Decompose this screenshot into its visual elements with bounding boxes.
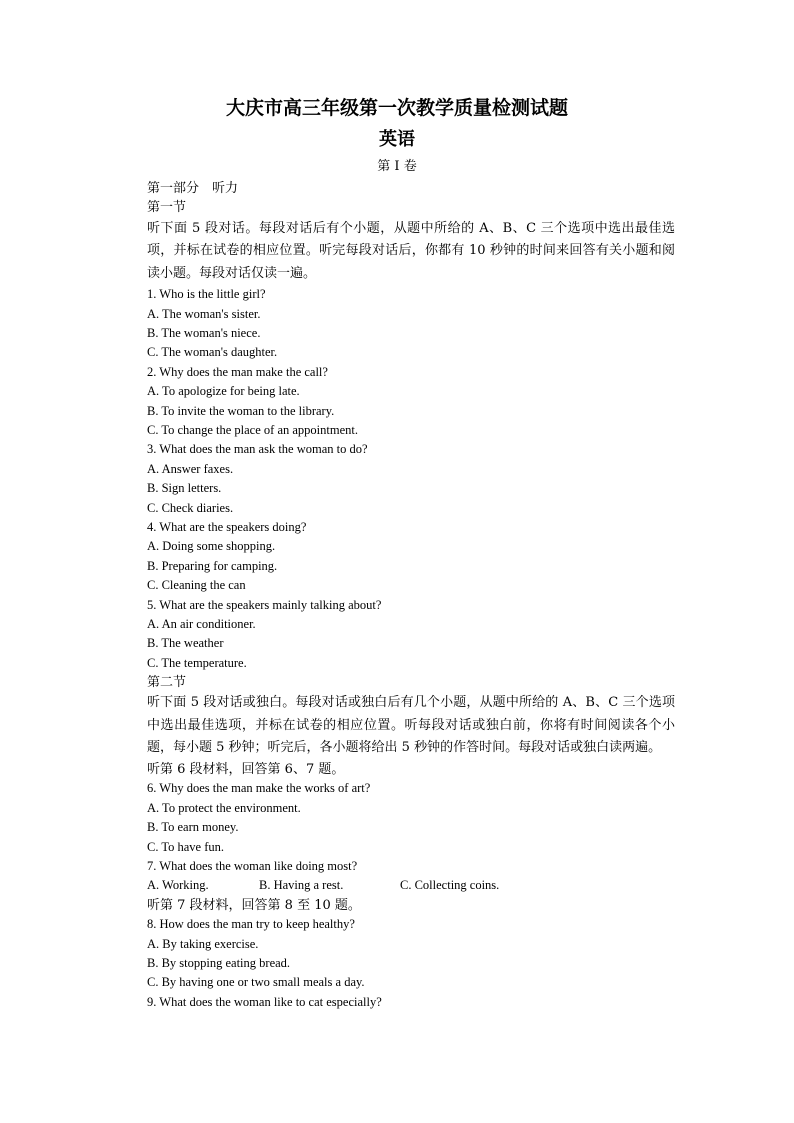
question-text: 8. How does the man try to keep healthy?	[147, 917, 355, 932]
option-text: B. Preparing for camping.	[147, 558, 278, 573]
option-text: C. Collecting coins.	[400, 878, 500, 893]
option-text: C. By having one or two small meals a day.	[147, 975, 365, 990]
option-text: C. Check diaries.	[147, 500, 234, 515]
option-text: B. To invite the woman to the library.	[147, 403, 335, 418]
page-title: 大庆市高三年级第一次教学质量检测试题	[225, 97, 568, 119]
question-text: 7. What does the woman like doing most?	[147, 858, 358, 873]
option-text: B. The woman's niece.	[147, 326, 261, 341]
material-heading: 听第 7 段材料，回答第 8 至 10 题。	[147, 897, 361, 913]
option-text: A. Doing some shopping.	[147, 539, 276, 554]
question-text: 4. What are the speakers doing?	[147, 519, 307, 534]
option-text: B. Having a rest.	[259, 878, 344, 893]
question-text: 5. What are the speakers mainly talking about?	[147, 597, 382, 612]
exam-body	[147, 179, 677, 1012]
option-row	[147, 876, 677, 895]
option-text: B. Sign letters.	[147, 481, 222, 496]
question-text: 6. Why does the man make the works of art?	[147, 781, 371, 796]
option-text: C. The woman's daughter.	[147, 345, 278, 360]
option-text: A. To protect the environment.	[147, 800, 301, 815]
question-text: 3. What does the man ask the woman to do?	[147, 442, 368, 457]
option-text: A. By taking exercise.	[147, 936, 259, 951]
question-text: 1. Who is the little girl?	[147, 287, 266, 302]
question-text: 9. What does the woman like to cat especially?	[147, 994, 382, 1009]
option-text: C. Cleaning the can	[147, 578, 246, 593]
section-heading: 第一节	[147, 200, 187, 216]
section-heading: 第二节	[147, 675, 187, 691]
option-text: A. Working.	[147, 878, 209, 893]
option-text: A. The woman's sister.	[147, 306, 261, 321]
section-instructions: 听下面 5 段对话。每段对话后有个小题，从题中所给的 A、B、C 三个选项中选出最佳选项，并标在试卷的相应位置。听完每段对话后，你都有 10 秒钟的时间来回答有关小题和阅读小题。每段对话仅读一遍。	[147, 220, 675, 281]
option-text: B. By stopping eating bread.	[147, 955, 291, 970]
option-text: C. To have fun.	[147, 839, 225, 854]
section-instructions: 听下面 5 段对话或独白。每段对话或独白后有几个小题，从题中所给的 A、B、C 三个选项中选出最佳选项，并标在试卷的相应位置。听每段对话或独白前，你将有时间阅读各个小题，每小题 5 秒钟；听完后，各小题将给出 5 秒钟的作答时间。每段对话或独白读两遍。	[147, 695, 675, 756]
option-text: A. An air conditioner.	[147, 616, 256, 631]
option-text: C. The temperature.	[147, 655, 247, 670]
option-text: C. To change the place of an appointment.	[147, 423, 358, 438]
subject-title: 英语	[379, 129, 415, 150]
option-text: A. To apologize for being late.	[147, 384, 300, 399]
material-heading: 听第 6 段材料，回答第 6、7 题。	[147, 761, 345, 777]
question-text: 2. Why does the man make the call?	[147, 364, 328, 379]
volume-label: 第 I 卷	[377, 159, 417, 174]
option-text: B. The weather	[147, 636, 224, 651]
option-text: A. Answer faxes.	[147, 461, 234, 476]
option-text: B. To earn money.	[147, 820, 239, 835]
part-heading: 第一部分 听力	[147, 181, 239, 196]
